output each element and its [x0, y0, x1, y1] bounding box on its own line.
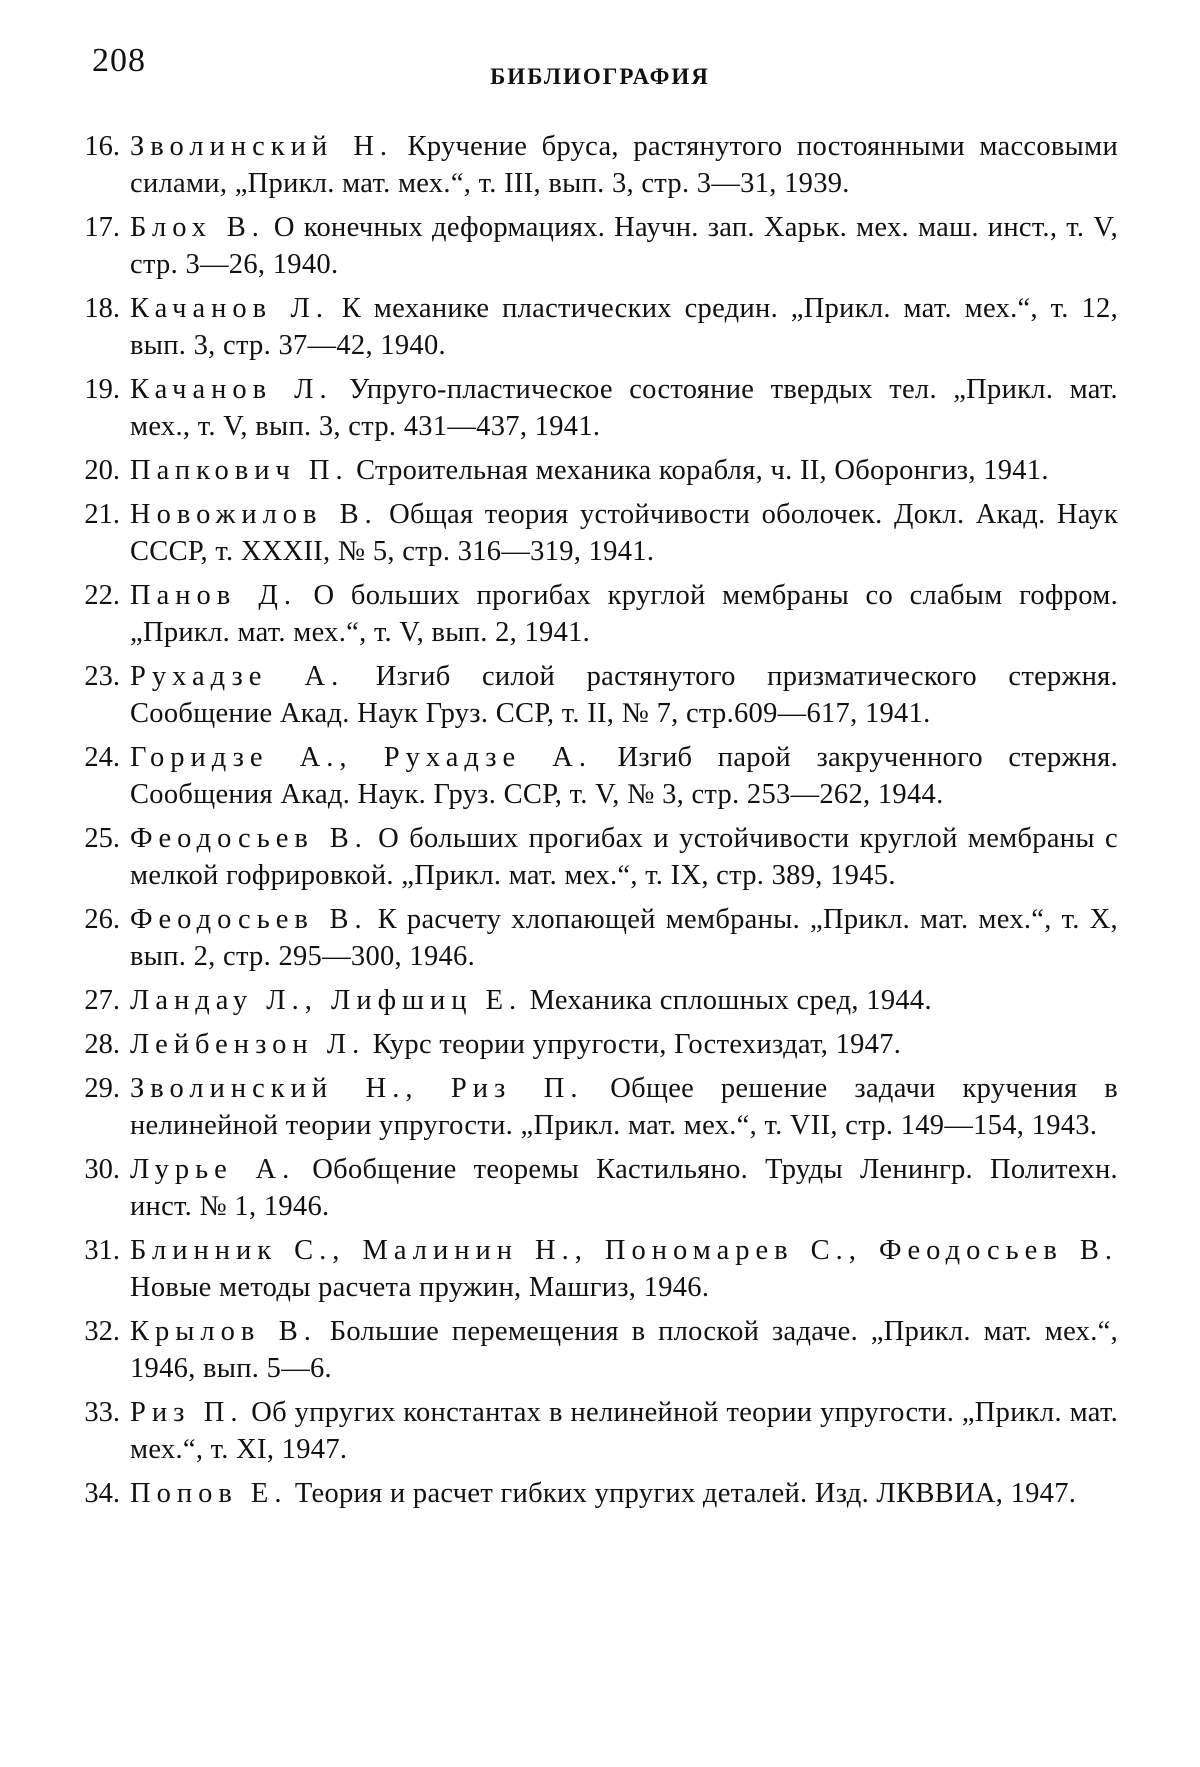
entry-text: Об упругих константах в нелинейной теории упругости. „Прикл. мат. мех.“, т. XI, 1947. [130, 1397, 1118, 1465]
entry-text: О конечных деформациях. Научн. зап. Харьк. мех. маш. инст., т. V, стр. 3—26, 1940. [130, 212, 1118, 280]
page-number: 208 [92, 42, 146, 79]
bibliography-entry [58, 452, 1118, 489]
bibliography-entry [58, 982, 1118, 1019]
bibliography-entry [58, 1070, 1118, 1144]
entry-number: 26. [84, 904, 120, 935]
entry-number: 27. [84, 985, 120, 1016]
entry-author: Риз П. [130, 1397, 244, 1428]
entry-text: Изгиб парой закрученного стержня. Сообщения Акад. Наук. Груз. ССР, т. V, № 3, стр. 253—262, 1944. [130, 742, 1118, 810]
entry-author: Панов Д. [130, 580, 297, 611]
entry-text: К механике пластических средин. „Прикл. мат. мех.“, т. 12, вып. 3, стр. 37—42, 1940. [130, 293, 1118, 361]
entry-author: Крылов В. [130, 1316, 317, 1347]
entry-author: Феодосьев В. [130, 823, 368, 854]
entry-number: 30. [84, 1154, 120, 1185]
entry-text: Строительная механика корабля, ч. II, Оборонгиз, 1941. [348, 455, 1049, 486]
bibliography-entry [58, 128, 1118, 202]
entry-author: Лейбензон Л. [130, 1029, 366, 1060]
bibliography-entry [58, 1475, 1118, 1512]
bibliography-entry [58, 739, 1118, 813]
bibliography-entry [58, 496, 1118, 570]
entry-number: 22. [84, 580, 120, 611]
entry-author: Лурье А. [130, 1154, 296, 1185]
entry-author: Блох В. [130, 212, 265, 243]
entry-text: Механика сплошных сред, 1944. [522, 985, 932, 1016]
bibliography-entry [58, 1394, 1118, 1468]
entry-number: 33. [84, 1397, 120, 1428]
bibliography-entry [58, 1232, 1118, 1306]
bibliography-entry [58, 820, 1118, 894]
entry-author: Новожилов В. [130, 499, 378, 530]
entry-number: 24. [84, 742, 120, 773]
entry-number: 28. [84, 1029, 120, 1060]
entry-number: 18. [84, 293, 120, 324]
bibliography-entry [58, 1313, 1118, 1387]
entry-author: Горидзе А., Рухадзе А. [130, 742, 593, 773]
entry-text: Курс теории упругости, Гостехиздат, 1947. [365, 1029, 902, 1060]
entry-text: Общее решение задачи кручения в нелинейной теории упругости. „Прикл. мат. мех.“, т. VII, стр. 149—154, 1943. [130, 1073, 1118, 1141]
bibliography-entry [58, 209, 1118, 283]
entry-author: Зволинский Н. [130, 131, 394, 162]
entry-author: Качанов Л. [130, 374, 333, 405]
entry-text: Общая теория устойчивости оболочек. Докл. Акад. Наук СССР, т. XXXII, № 5, стр. 316—319, 1941. [130, 499, 1118, 567]
entry-author: Качанов Л. [130, 293, 329, 324]
entry-number: 34. [84, 1478, 120, 1509]
entry-author: Рухадзе А. [130, 661, 345, 692]
bibliography-entry [58, 1026, 1118, 1063]
entry-author: Блинник С., Малинин Н., Пономарев С., Феодосьев В. [130, 1235, 1118, 1266]
entry-number: 21. [84, 499, 120, 530]
entry-text: Новые методы расчета пружин, Машгиз, 1946. [130, 1272, 710, 1303]
entry-text: О больших прогибах и устойчивости круглой мембраны с мелкой гофрировкой. „Прикл. мат. мех.“, т. IX, стр. 389, 1945. [130, 823, 1118, 891]
entry-author: Феодосьев В. [130, 904, 368, 935]
bibliography-entry [58, 901, 1118, 975]
entry-number: 29. [84, 1073, 120, 1104]
entry-text: Обобщение теоремы Кастильяно. Труды Ленингр. Политехн. инст. № 1, 1946. [130, 1154, 1118, 1222]
entry-number: 23. [84, 661, 120, 692]
entry-number: 31. [84, 1235, 120, 1266]
entry-text: Большие перемещения в плоской задаче. „Прикл. мат. мех.“, 1946, вып. 5—6. [130, 1316, 1118, 1384]
entry-text: О больших прогибах круглой мембраны со слабым гофром. „Прикл. мат. мех.“, т. V, вып. 2, 1941. [130, 580, 1118, 648]
bibliography-entry [58, 290, 1118, 364]
bibliography-list [58, 128, 1118, 1519]
entry-text: К расчету хлопающей мембраны. „Прикл. мат. мех.“, т. X, вып. 2, стр. 295—300, 1946. [130, 904, 1118, 972]
entry-text: Изгиб силой растянутого призматического стержня. Сообщение Акад. Наук Груз. ССР, т. II, № 7, стр.609—617, 1941. [130, 661, 1118, 729]
entry-number: 25. [84, 823, 120, 854]
entry-text: Упруго-пластическое состояние твердых тел. „Прикл. мат. мех., т. V, вып. 3, стр. 431—437, 1941. [130, 374, 1118, 442]
entry-author: Папкович П. [130, 455, 349, 486]
entry-number: 32. [84, 1316, 120, 1347]
running-head: БИБЛИОГРАФИЯ [490, 64, 710, 89]
entry-number: 19. [84, 374, 120, 405]
entry-author: Попов Е. [130, 1478, 288, 1509]
bibliography-entry [58, 577, 1118, 651]
entry-author: Ландау Л., Лифшиц Е. [130, 985, 523, 1016]
entry-number: 20. [84, 455, 120, 486]
bibliography-entry [58, 371, 1118, 445]
entry-text: Теория и расчет гибких упругих деталей. Изд. ЛКВВИА, 1947. [287, 1478, 1077, 1509]
entry-author: Зволинский Н., Риз П. [130, 1073, 584, 1104]
bibliography-entry [58, 658, 1118, 732]
entry-number: 16. [84, 131, 120, 162]
bibliography-entry [58, 1151, 1118, 1225]
entry-text: Кручение бруса, растянутого постоянными массовыми силами, „Прикл. мат. мех.“, т. III, вып. 3, стр. 3—31, 1939. [130, 131, 1118, 199]
entry-number: 17. [84, 212, 120, 243]
